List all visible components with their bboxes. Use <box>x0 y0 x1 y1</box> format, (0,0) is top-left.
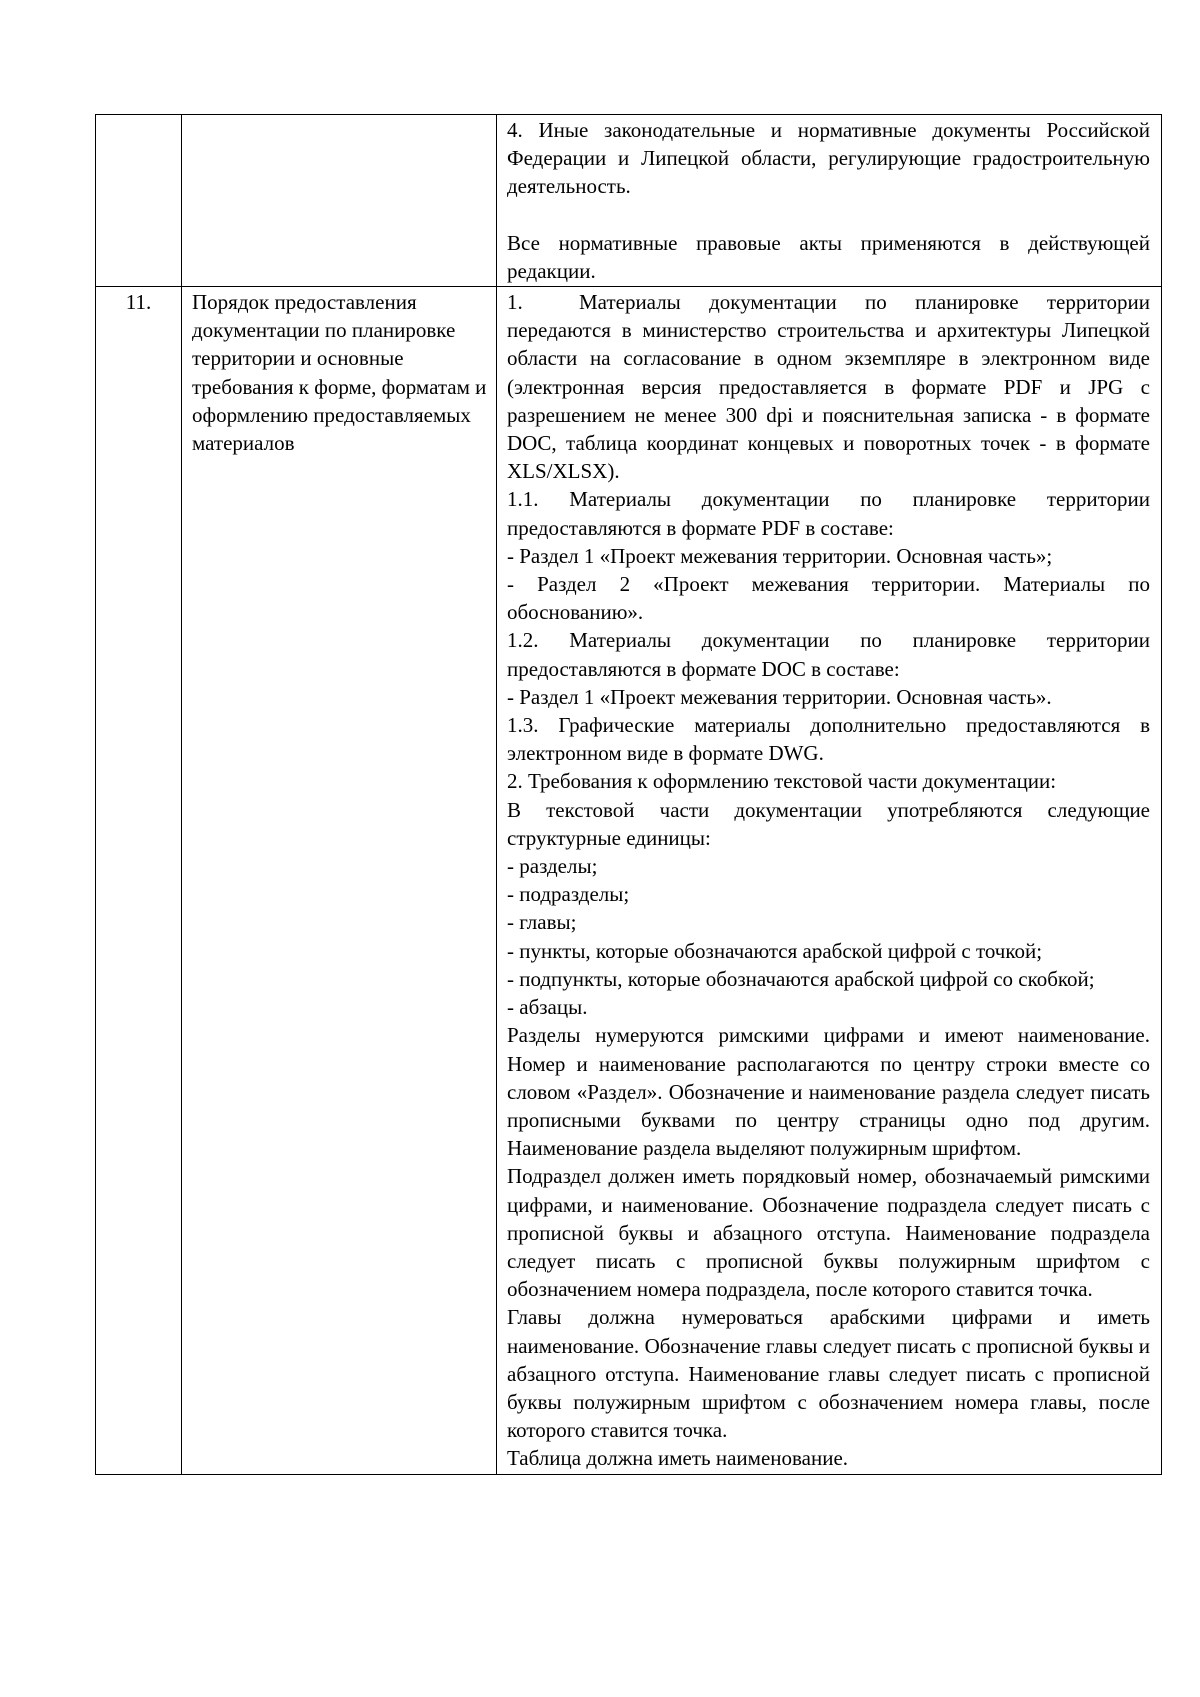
paragraph: Таблица должна иметь наименование. <box>507 1446 849 1471</box>
paragraph: 1.3. Графические материалы дополнительно предоставляются в электронном виде в формате DWG. <box>507 713 1150 766</box>
paragraph: - абзацы. <box>507 995 588 1020</box>
paragraph: - главы; <box>507 910 577 935</box>
paragraph <box>507 288 1150 485</box>
item-number: 1. <box>507 290 523 315</box>
row-number-cell: 11. <box>96 287 182 1475</box>
paragraph: - Раздел 2 «Проект межевания территории. Материалы по обоснованию». <box>507 572 1150 625</box>
paragraph: 2. Требования к оформлению текстовой части документации: <box>507 769 1057 794</box>
paragraph: - Раздел 1 «Проект межевания территории. Основная часть»; <box>507 543 1053 568</box>
paragraph: - разделы; <box>507 854 598 879</box>
item-text: Материалы документации по планировке территории передаются в министерство строительства и архитектуры Липецкой области на согласование в одном экземпляре в электронном виде (электронная версия предоставляется в формате PDF и JPG с разрешением не менее 300 dpi и пояснительная записка - в формате DOC, таблица координат концевых и поворотных точек - в формате XLS/XLSX). <box>507 290 1150 484</box>
row-name-cell <box>182 115 497 287</box>
paragraph: Разделы нумеруются римскими цифрами и имеют наименование. Номер и наименование располагаются по центру строки вместе со словом «Раздел». Обозначение и наименование раздела следует писать прописными буквами по центру страницы одно под другим. Наименование раздела выделяют полужирным шрифтом. <box>507 1023 1150 1161</box>
paragraph: Все нормативные правовые акты применяются в действующей редакции. <box>507 230 1150 283</box>
requirements-table <box>95 114 1162 1475</box>
paragraph: 4. Иные законодательные и нормативные документы Российской Федерации и Липецкой области, регулирующие градостроительную деятельность. <box>507 118 1150 199</box>
paragraph: - подпункты, которые обозначаются арабской цифрой со скобкой; <box>507 966 1095 991</box>
paragraph: - подразделы; <box>507 882 630 907</box>
paragraph: - Раздел 1 «Проект межевания территории. Основная часть». <box>507 684 1052 709</box>
paragraph: 1.2. Материалы документации по планировке территории предоставляются в формате DOC в составе: <box>507 628 1150 681</box>
paragraph: Подраздел должен иметь порядковый номер, обозначаемый римскими цифрами, и наименование. Обозначение подраздела следует писать с прописной буквы и абзацного отступа. Наименование подраздела следует писать с прописной буквы полужирным шрифтом с обозначением номера подраздела, после которого ставится точка. <box>507 1164 1150 1302</box>
paragraph: - пункты, которые обозначаются арабской цифрой с точкой; <box>507 938 1043 963</box>
row-name-cell: Порядок предоставления документации по планировке территории и основные требования к форме, форматам и оформлению предоставляемых материалов <box>182 287 497 1475</box>
table-row <box>96 287 1162 1475</box>
paragraph: 1.1. Материалы документации по планировке территории предоставляются в формате PDF в составе: <box>507 487 1150 540</box>
paragraph: Главы должна нумероваться арабскими цифрами и иметь наименование. Обозначение главы следует писать с прописной буквы и абзацного отступа. Наименование главы следует писать с прописной буквы полужирным шрифтом с обозначением номера главы, после которого ставится точка. <box>507 1305 1150 1443</box>
row-number-cell <box>96 115 182 287</box>
row-content-cell <box>497 287 1162 1475</box>
row-content-cell <box>497 115 1162 287</box>
paragraph: В текстовой части документации употребляются следующие структурные единицы: <box>507 797 1150 850</box>
table-row <box>96 115 1162 287</box>
